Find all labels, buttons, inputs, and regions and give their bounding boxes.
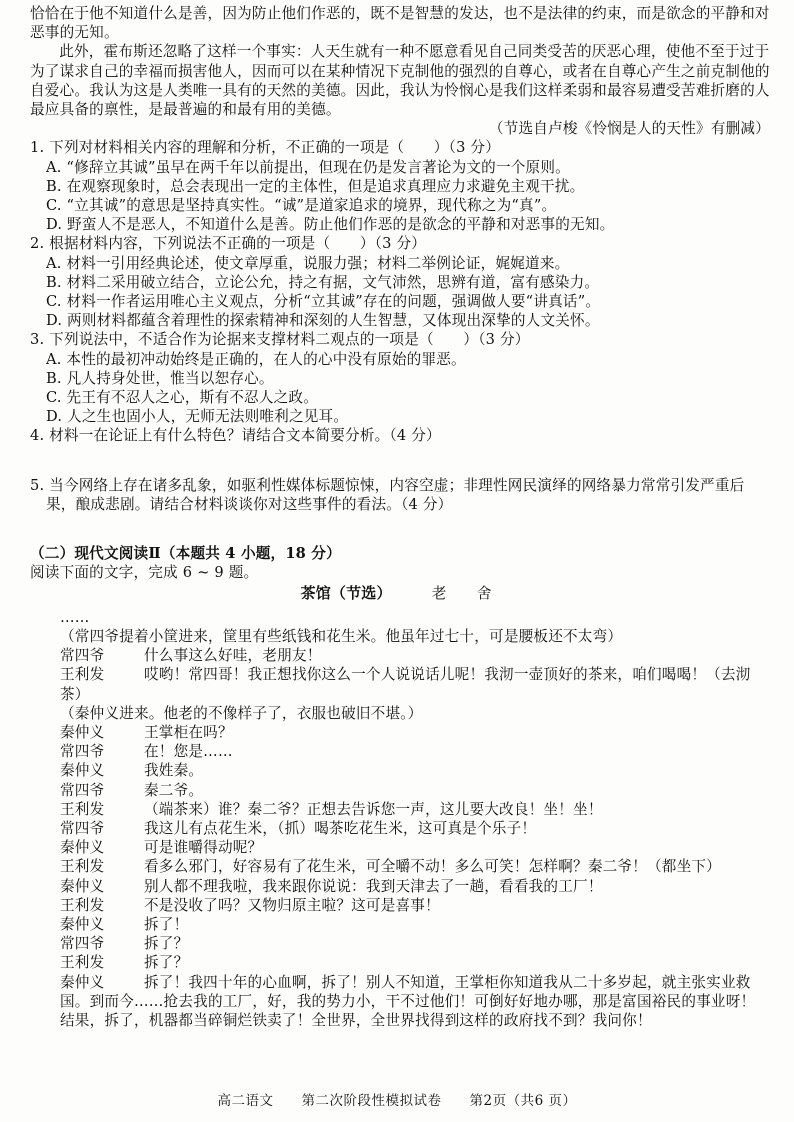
option-c: C. 材料一作者运用唯心主义观点，分析“立其诚”存在的问题，强调做人要“讲真话”。	[46, 293, 601, 311]
page-footer	[0, 1092, 794, 1111]
option-b: B. 材料二采用破立结合，立论公允，持之有据，文气沛然，思辨有道，富有感染力。	[46, 273, 600, 291]
line-text: 看多么邪门，好容易有了花生米，可全嚼不动！多么可笑！怎样啊？秦二爷！（都坐下）	[144, 858, 721, 876]
speaker-name: 王利发	[60, 858, 105, 876]
question-stem: 4. 材料一在论证上有什么特色？请结合文本简要分析。（4 分）	[30, 427, 441, 445]
line-text: 我姓秦。	[144, 762, 204, 780]
speaker-name: 秦仲义	[60, 839, 105, 857]
dialogue-line	[30, 838, 770, 857]
line-text: （秦仲义进来。他老的不像样子了，衣服也破旧不堪。）	[60, 704, 423, 722]
article-title: 茶馆（节选）	[300, 584, 392, 603]
speaker-name: 常四爷	[60, 647, 105, 665]
footer-subject: 高二语文	[217, 1093, 274, 1109]
dialogue-line	[30, 800, 770, 819]
line-text: 哎哟！常四哥！我正想找你这么一个人说说话儿呢！我沏一壶顶好的茶来，咱们喝喝！（去沏茶）	[60, 666, 751, 703]
speaker-name: 秦仲义	[60, 762, 105, 780]
dialogue-line	[30, 877, 770, 896]
question-1	[30, 138, 770, 234]
question-stem: 1. 下列对材料相关内容的理解和分析，不正确的一项是（ ）（3 分）	[30, 139, 501, 157]
question-2	[30, 234, 770, 330]
stage-direction	[30, 704, 770, 723]
dialogue-list	[30, 646, 770, 1030]
question-5	[30, 476, 770, 514]
dialogue-line	[30, 857, 770, 876]
option-c: C. 先王有不忍人之心，斯有不忍人之政。	[46, 389, 319, 407]
dialogue-line	[30, 915, 770, 934]
option-d: D. 两则材料都蕴含着理性的探索精神和深刻的人生智慧，又体现出深挚的人文关怀。	[46, 312, 600, 330]
line-text: 拆了！	[144, 915, 189, 933]
speaker-name: 常四爷	[60, 819, 105, 837]
dialogue-line	[30, 665, 770, 703]
dialogue-line	[30, 761, 770, 780]
speaker-name: 秦仲义	[60, 973, 105, 991]
speaker-name: 王利发	[60, 666, 105, 684]
option-d: D. 野蛮人不是恶人，不知道什么是善。防止他们作恶的是欲念的平静和对恶事的无知。	[46, 216, 615, 234]
line-text: 可是谁嚼得动呢？	[144, 839, 263, 857]
question-3	[30, 330, 770, 426]
footer-page-number: 第2页（共6 页）	[469, 1093, 577, 1109]
dialogue-line	[30, 646, 770, 665]
dialogue-line	[30, 742, 770, 761]
dialogue-line	[30, 934, 770, 953]
question-4	[30, 426, 770, 445]
answer-space	[30, 446, 770, 476]
line-text: 拆了？	[144, 954, 189, 972]
line-text: （端茶来）谁？秦二爷？正想去告诉您一声，这儿要大改良！坐！坐！	[144, 800, 603, 818]
line-text: 什么事这么好哇，老朋友！	[144, 647, 322, 665]
line-text: 拆了！我四十年的心血啊，拆了！别人不知道，王掌柜你知道我从二十多岁起，就主张实业救国。到而今……抢去我的工厂，好，我的势力小，干不过他们！可倒好好地办哪，那是富国裕民的事业呀！结果，拆了，机器都当碎铜烂铁卖了！全世界，全世界找得到这样的政府找不到？我问你！	[60, 973, 756, 1029]
option-b: B. 凡人持身处世，惟当以恕存心。	[46, 369, 274, 387]
option-a: A. 本性的最初冲动始终是正确的，在人的心中没有原始的罪恶。	[46, 350, 466, 368]
speaker-name: 王利发	[60, 800, 105, 818]
dialogue-line	[30, 819, 770, 838]
answer-space	[30, 514, 770, 544]
article-title-row	[30, 584, 770, 603]
line-text: 我这儿有点花生米，（抓）喝茶吃花生米，这可真是个乐子！	[144, 819, 537, 837]
speaker-name: 王利发	[60, 896, 105, 914]
line-text: 秦二爷。	[144, 781, 204, 799]
play-excerpt	[30, 608, 770, 1030]
option-c: C. “立其诚”的意思是坚持真实性。“诚”是道家追求的境界，现代称之为“真”。	[46, 197, 557, 215]
speaker-name: 秦仲义	[60, 915, 105, 933]
dialogue-line	[30, 781, 770, 800]
speaker-name: 常四爷	[60, 743, 105, 761]
dialogue-line	[30, 723, 770, 742]
line-text: 在！您是……	[144, 743, 233, 761]
speaker-name: 常四爷	[60, 935, 105, 953]
speaker-name: 王利发	[60, 954, 105, 972]
line-text: 拆了？	[144, 935, 189, 953]
section-instruction: 阅读下面的文字，完成 6 ~ 9 题。	[30, 564, 259, 582]
dialogue-line	[30, 973, 770, 1031]
option-a: A. “修辞立其诚”虽早在两千年以前提出，但现在仍是发言著论为文的一个原则。	[46, 158, 570, 176]
speaker-name: 秦仲义	[60, 723, 105, 741]
option-d: D. 人之生也固小人，无师无法则唯利之见耳。	[46, 408, 349, 426]
dialogue-line	[30, 953, 770, 972]
option-b: B. 在观察现象时，总会表现出一定的主体性，但是追求真理应力求避免主观干扰。	[46, 177, 585, 195]
question-stem: 5. 当今网络上存在诸多乱象，如驱利性媒体标题惊悚，内容空虚；非理性网民演绎的网络暴力常常引发严重后果，酿成悲剧。请结合材料谈谈你对这些事件的看法。（4 分）	[30, 476, 745, 513]
speaker-name: 常四爷	[60, 781, 105, 799]
article-author: 老 舍	[431, 585, 500, 603]
line-text: 别人都不理我啦，我来跟你说说：我到天津去了一趟，看看我的工厂！	[144, 877, 603, 895]
question-stem: 3. 下列说法中，不适合作为论据来支撑材料二观点的一项是（ ）（3 分）	[30, 331, 530, 349]
question-stem: 2. 根据材料内容，下列说法不正确的一项是（ ）（3 分）	[30, 235, 427, 253]
page-content	[30, 4, 770, 1030]
option-a: A. 材料一引用经典论述，使文章厚重，说服力强；材料二举例论证，娓娓道来。	[46, 254, 570, 272]
passage-continuation: 恰恰在于他不知道什么是善，因为防止他们作恶的，既不是智慧的发达，也不是法律的约束，而是欲念的平静和对恶事的无知。	[30, 5, 770, 42]
dialogue-line	[30, 896, 770, 915]
speaker-name: 秦仲义	[60, 877, 105, 895]
footer-exam-name: 第二次阶段性模拟试卷	[301, 1093, 442, 1109]
passage-paragraph: 此外，霍布斯还忽略了这样一个事实：人天生就有一种不愿意看见自己同类受苦的厌恶心理，使他不至于过于为了谋求自己的幸福而损害他人，因而可以在某种情况下克制他的强烈的自尊心，或者在自尊心产生之前克制他的自爱心。我认为这是人类唯一具有的天然的美德。因此，我认为怜悯心是我们这样柔弱和最容易遭受苦难折磨的人最应具备的禀性，是最普遍的和最有用的美德。	[30, 43, 770, 119]
passage-source: （节选自卢梭《怜悯是人的天性》有删减）	[488, 120, 770, 138]
section-heading: （二）现代文阅读Ⅱ（本题共 4 小题，18 分）	[30, 545, 341, 563]
play-ellipsis: ……	[60, 608, 90, 626]
line-text: 王掌柜在吗？	[144, 723, 233, 741]
line-text: 不是没收了吗？又物归原主啦？这可是喜事！	[144, 896, 440, 914]
stage-direction: （常四爷提着小筐进来，筐里有些纸钱和花生米。他虽年过七十，可是腰板还不太弯）	[60, 627, 623, 645]
